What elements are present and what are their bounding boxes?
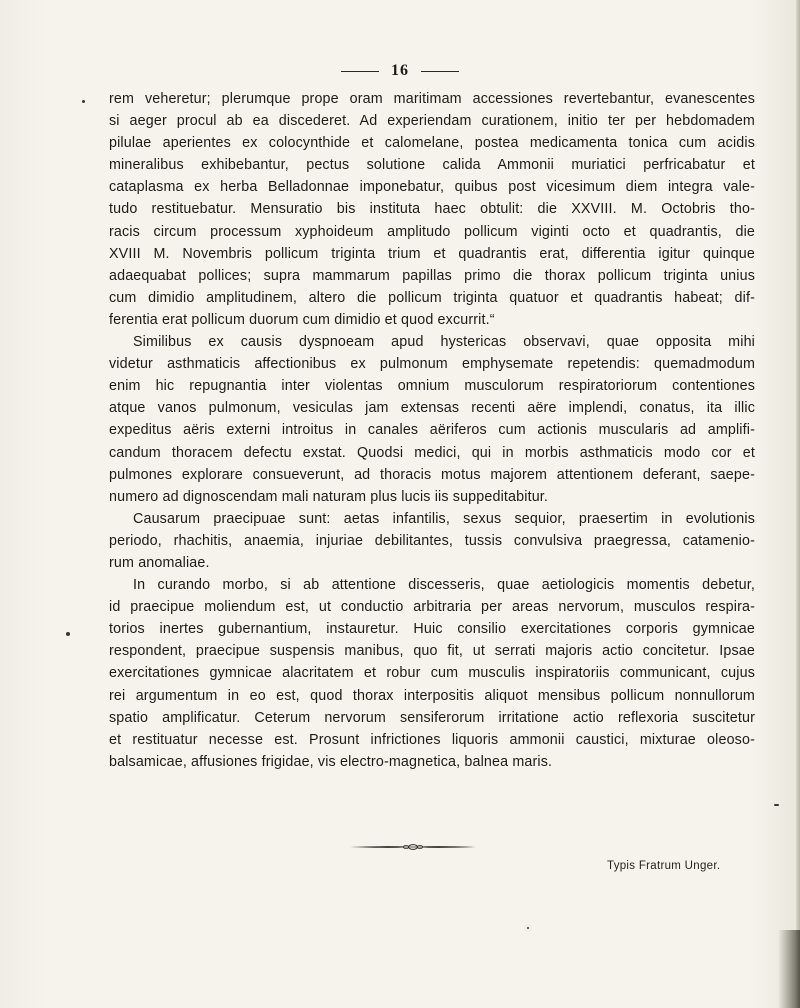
edge-stain (778, 930, 800, 1008)
text-line: In curando morbo, si ab attentione discesseris, quae aetiologicis momentis debetur, (133, 577, 755, 594)
page-number: 16 (391, 62, 409, 79)
text-line: rei argumentum in eo est, quod thorax interpositis aliquot mensibus pollicum nonnullorum (109, 687, 755, 704)
text-line: periodo, rhachitis, anaemia, injuriae debilitantes, tussis convulsiva praegressa, catamenio- (109, 532, 755, 549)
paragraph (109, 574, 755, 773)
text-line: tudo restituebatur. Mensuratio bis instituta haec obtulit: die XXVIII. M. Octobris tho- (109, 201, 755, 218)
text-line: adaequabat pollices; supra mammarum papillas primo die thorax pollicum triginta unius (109, 267, 755, 284)
text-line: torios inertes gubernantium, instauretur. Huic consilio exercitationes corporis gymnicae (109, 621, 755, 638)
text-line: videtur asthmaticis affectionibus ex pulmonum emphysemate repetendis: quemadmodum (109, 356, 755, 373)
paper-speck (774, 804, 779, 806)
page-header (0, 62, 800, 80)
page-edge (796, 0, 800, 1008)
text-line: mineralibus exhibebantur, pectus solutione calida Ammonii muriatici perfricabatur et (109, 157, 755, 174)
text-line: rum anomaliae. (109, 554, 210, 571)
paper-speck (527, 927, 529, 929)
text-line: id praecipue moliendum est, ut conductio arbitraria per areas nervorum, musculos respira- (109, 599, 755, 616)
header-rule-left (341, 71, 379, 72)
text-line: balsamicae, affusiones frigidae, vis electro-magnetica, balnea maris. (109, 753, 553, 770)
body-text (109, 88, 755, 773)
text-line: rem veheretur; plerumque prope oram maritimam accessiones revertebantur, evanescentes (109, 91, 755, 107)
paper-speck (82, 100, 85, 103)
text-line: XVIII M. Novembris pollicum triginta trium et quadrantis erat, differentia igitur quinque (109, 245, 755, 262)
header-rule-right (421, 71, 459, 72)
ornament-rule (348, 842, 478, 852)
text-line: atque vanos pulmonum, vesiculas jam extensas recenti aëre implendi, conatus, ita illic (109, 400, 755, 417)
text-line: spatio amplificatur. Ceterum nervorum sensiferorum irritatione actio reflexoria suscitetur (109, 709, 755, 726)
text-line: Similibus ex causis dyspnoeam apud hystericas observavi, quae opposita mihi (133, 334, 755, 351)
text-line: enim hic repugnantia inter violentas omnium musculorum respiratoriorum contentiones (109, 378, 755, 395)
paragraph (109, 508, 755, 574)
text-line: cum dimidio amplitudinem, altero die pollicum triginta quatuor et quadrantis habeat; dif- (109, 289, 755, 306)
text-line: respondent, praecipue suspensis manibus, quo fit, ut serrati majoris actio concitetur. Ipsae (109, 643, 755, 660)
text-line: pulmones explorare consueverunt, ad thoracis motus majorem attentionem deferant, saepe- (109, 466, 755, 483)
text-line: candum thoracem defectu exstat. Quodsi medici, qui in morbis asthmaticis modo cor et (109, 444, 755, 461)
text-line: cataplasma ex herba Belladonnae imponebatur, quibus post vicesimum diem integra vale- (109, 179, 755, 196)
paragraph (109, 331, 755, 508)
text-line: numero ad dignoscendam mali naturam plus lucis iis suppeditabitur. (109, 488, 549, 505)
printer-imprint: Typis Fratrum Unger. (607, 860, 721, 872)
text-line: si aeger procul ab ea discederet. Ad experiendam curationem, initio ter per hebdomadem (109, 113, 755, 130)
paper-speck (66, 632, 70, 636)
text-line: Causarum praecipuae sunt: aetas infantilis, sexus sequior, praesertim in evolutionis (133, 510, 755, 527)
text-line: exercitationes gymnicae alacritatem et robur cum musculis inspiratoriis communicant, cujus (109, 665, 755, 682)
text-line: pilulae aperientes ex colocynthide et calomelane, postea medicamenta tonica cum acidis (109, 135, 755, 152)
text-line: et restituatur necesse est. Prosunt infrictiones liquoris ammonii caustici, mixturae oleoso- (109, 731, 755, 748)
text-line: racis circum processum xyphoideum amplitudo pollicum viginti octo et quadrantis, die (109, 223, 755, 240)
paragraph (109, 88, 755, 331)
text-line: ferentia erat pollicum duorum cum dimidio et quod excurrit.“ (109, 311, 495, 328)
text-line: expeditus aëris externi introitus in canales aëriferos cum actionis muscularis ad amplifi- (109, 422, 755, 439)
